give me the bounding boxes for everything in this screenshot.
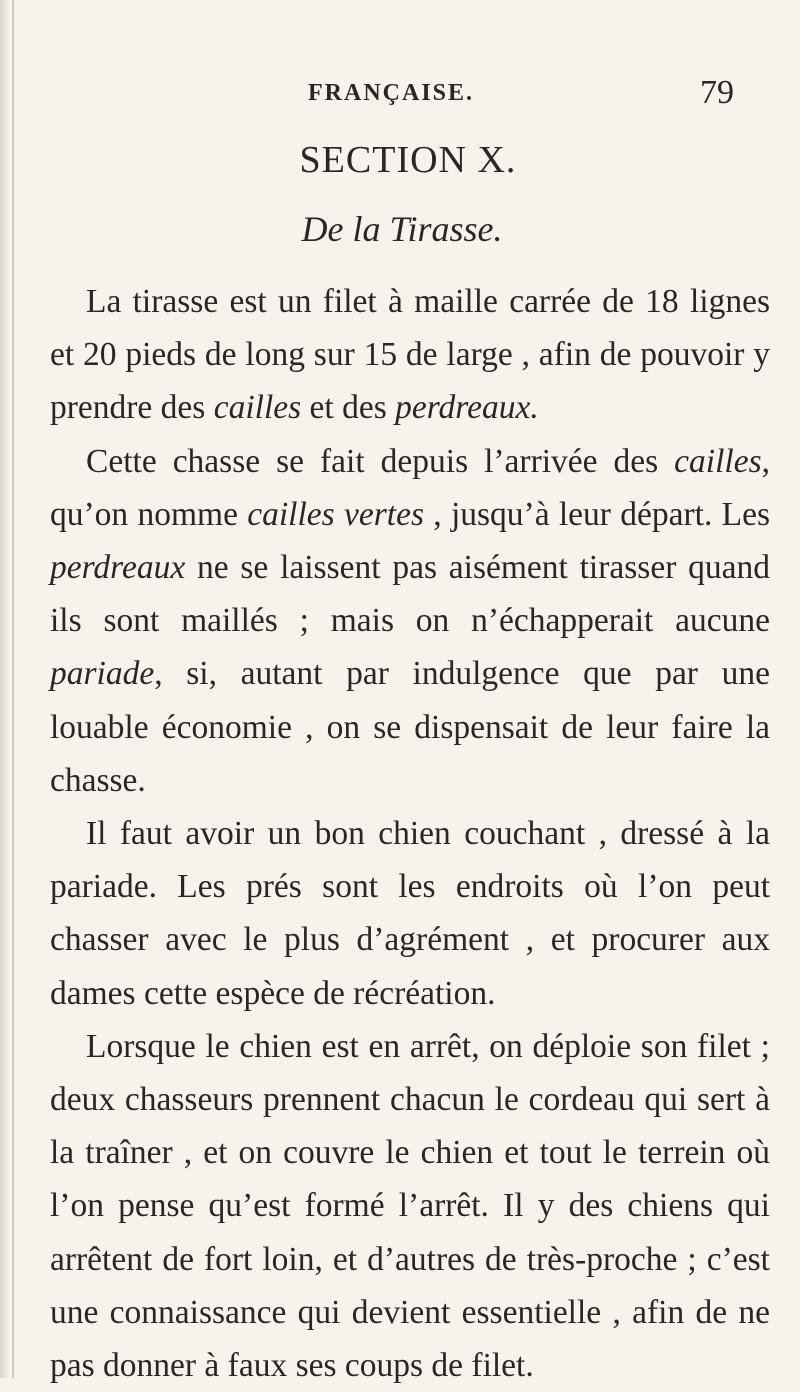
italic-term: cailles: [213, 389, 302, 427]
italic-term: cailles: [674, 442, 762, 480]
text-run: et des: [301, 389, 396, 427]
italic-term: perdreaux: [50, 549, 186, 587]
page-edge: [0, 0, 10, 1378]
section-subtitle: De la Tirasse.: [301, 209, 503, 249]
text-run: Il faut avoir un bon chien couchant , dressé à la pariade. Les prés sont les endroits où l’on peut chasser avec le plus d’agrément , et procurer aux dames cette espèce de récréation.: [50, 815, 770, 1012]
italic-term: perdreaux.: [395, 389, 539, 427]
running-title: FRANÇAISE.: [308, 80, 475, 106]
paragraph: [50, 275, 770, 435]
running-head: [0, 70, 800, 114]
text-run: , jusqu’à leur départ. Les: [423, 495, 770, 533]
paragraph: [50, 435, 770, 807]
page-number: 79: [700, 74, 734, 111]
body-text: [50, 275, 770, 1392]
page-fold: [12, 0, 14, 1378]
italic-term: cailles vertes: [247, 495, 424, 533]
text-run: , qu’on nomme: [50, 442, 770, 533]
italic-term: pariade: [50, 655, 155, 693]
text-run: Cette chasse se fait depuis l’arrivée des: [86, 442, 675, 480]
text-run: , si, autant par indulgence que par une louable économie , on se dispensait de leur faire la chasse.: [50, 655, 770, 799]
text-run: Lorsque le chien est en arrêt, on déploie son filet ; deux chasseurs prennent chacun le cordeau qui sert à la traîner , et on couvre le chien et tout le terrein où l’on pense qu’est formé l’arrêt. Il y des chiens qui arrêtent de fort loin, et d’autres de très-proche ; c’est une connaissance qui devient essentielle , afin de ne pas donner à faux ses coups de filet.: [50, 1027, 770, 1385]
section-title: SECTION X.: [299, 139, 517, 181]
paragraph: [50, 1020, 770, 1392]
text-run: La tirasse est un filet à maille carrée de 18 lignes et 20 pieds de long sur 15 de large , afin de pouvoir y prendre des: [50, 283, 770, 427]
paragraph: [50, 807, 770, 1020]
text-run: ne se laissent pas aisément tirasser quand ils sont maillés ; mais on n’échapperait aucune: [50, 549, 770, 640]
